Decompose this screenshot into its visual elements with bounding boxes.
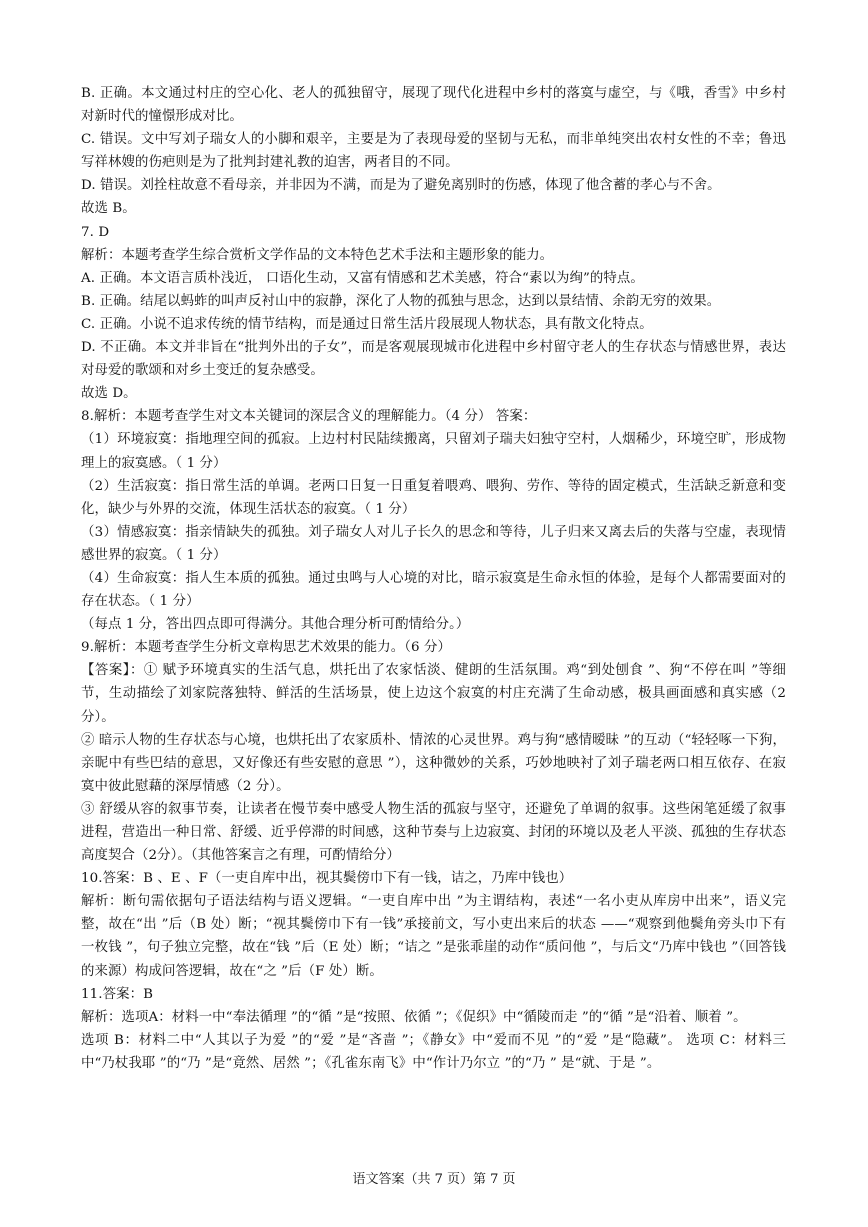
q11-analysis-option-a: 解析：选项A：材料一中“奉法循理 ”的“循 ”是“按照、依循 ”；《促织》中“循陵而走 ”的“循 ”是“沿着、顺着 ”。 <box>81 1009 747 1025</box>
q6-conclusion: 故选 B。 <box>81 201 136 217</box>
q7-option-c: C. 正确。小说不追求传统的情节结构，而是通过日常生活片段展现人物状态，具有散文化特点。 <box>81 316 653 332</box>
q7-option-b: B. 正确。结尾以蚂蚱的叫声反衬山中的寂静，深化了人物的孤独与思念，达到以景结情、余韵无穷的效果。 <box>81 293 721 309</box>
page-footer: 语文答案（共 7 页）第 7 页 <box>352 1172 516 1187</box>
q9-analysis-intro: 9.解析：本题考查学生分析文章构思艺术效果的能力。（6 分） <box>81 640 452 656</box>
option-c-analysis: C. 错误。文中写刘子瑞女人的小脚和艰辛，主要是为了表现母爱的坚韧与无私，而非单纯突出农村女性的不幸；鲁迅写祥林嫂的伤疤则是为了批判封建礼教的迫害，两者目的不同。 <box>81 132 786 171</box>
q7-conclusion: 故选 D。 <box>81 386 137 402</box>
option-d-analysis: D. 错误。刘拴柱故意不看母亲，并非因为不满，而是为了避免离别时的伤感，体现了他含蓄的孝心与不舍。 <box>81 178 721 194</box>
q8-point-4: （4）生命寂寞：指人生本质的孤独。通过虫鸣与人心境的对比，暗示寂寞是生命永恒的体验，是每个人都需要面对的存在状态。（ 1 分） <box>81 570 786 610</box>
q8-point-2: （2）生活寂寞：指日常生活的单调。老两口日复一日重复着喂鸡、喂狗、劳作、等待的固定模式，生活缺乏新意和变化，缺少与外界的交流，体现生活状态的寂寞。（ 1 分） <box>81 478 786 517</box>
q10-analysis: 解析：断句需依据句子语法结构与语义逻辑。“一吏自库中出 ”为主谓结构，表述“一名小吏从库房中出来”，语义完整，故在“出 ”后（B 处）断；“视其鬓傍巾下有一钱”承接前文，写小吏出来后的状态 ——“观察到他鬓角旁头巾下有一枚钱 ”，句子独立完整，故在“钱 ”后（E 处）断；“诘之 ”是张乖崖的动作“质问他 ”，与后文“乃库中钱也 ”（回答钱的来源）构成问答逻辑，故在“之 ”后（F 处）断。 <box>81 894 786 979</box>
q9-answer-point-2: ② 暗示人物的生存状态与心境，也烘托出了农家质朴、情浓的心灵世界。鸡与狗“感情暧昧 ”的互动（“轻轻啄一下狗，亲昵中有些巴结的意思，又好像还有些安慰的意思 ”），这种微妙的关系，巧妙地映衬了刘子瑞老两口相互依存、在寂寞中彼此慰藉的深厚情感（2 分）。 <box>81 732 786 794</box>
q7-option-a: A. 正确。本文语言质朴浅近， 口语化生动，又富有情感和艺术美感，符合“素以为绚”的特点。 <box>81 270 644 286</box>
q7-analysis-intro: 解析：本题考查学生综合赏析文学作品的文本特色艺术手法和主题形象的能力。 <box>81 247 554 263</box>
q10-answer: 10.答案：B 、E 、F（一吏自库中出，视其鬓傍巾下有一钱，诘之，乃库中钱也） <box>81 871 573 887</box>
q8-analysis-intro: 8.解析：本题考查学生对文本关键词的深层含义的理解能力。（4 分） 答案： <box>81 409 537 425</box>
q11-answer: 11.答案：B <box>81 986 154 1002</box>
q9-answer-point-3: ③ 舒缓从容的叙事节奏，让读者在慢节奏中感受人物生活的孤寂与坚守，还避免了单调的叙事。这些闲笔延缓了叙事进程，营造出一种日常、舒缓、近乎停滞的时间感，这种节奏与上边寂寞、封闭的环境以及老人平淡、孤独的生存状态高度契合（2分）。（其他答案言之有理，可酌情给分） <box>81 801 786 864</box>
option-b-analysis: B. 正确。本文通过村庄的空心化、老人的孤独留守，展现了现代化进程中乡村的落寞与虚空，与《哦，香雪》中乡村对新时代的憧憬形成对比。 <box>81 86 786 125</box>
q9-answer-point-1: 【答案】：① 赋予环境真实的生活气息，烘托出了农家恬淡、健朗的生活氛围。鸡“到处刨食 ”、狗“不停在叫 ”等细节，生动描绘了刘家院落独特、鲜活的生活场景，使上边这个寂寞的村庄充满了生命动感，极具画面感和真实感（2 分）。 <box>81 663 786 725</box>
q11-analysis-options-b-c: 选项 B：材料二中“人其以子为爱 ”的“爱 ”是“吝啬 ”；《静女》中“爱而不见 ”的“爱 ”是“隐藏”。 选项 C：材料三中“乃杖我耶 ”的“乃 ”是“竟然、居然 ”；《孔雀东南飞》中“作计乃尔立 ”的“乃 ” 是“就、于是 ”。 <box>81 1032 786 1071</box>
q8-scoring-note: （每点 1 分，答出四点即可得满分。其他合理分析可酌情给分。） <box>81 617 470 633</box>
q7-option-d: D. 不正确。本文并非旨在“批判外出的子女”，而是客观展现城市化进程中乡村留守老人的生存状态与情感世界，表达对母爱的歌颂和对乡土变迁的复杂感受。 <box>81 340 786 379</box>
q7-answer: 7. D <box>81 224 110 240</box>
q8-point-1: （1）环境寂寞：指地理空间的孤寂。上边村村民陆续搬离，只留刘子瑞夫妇独守空村，人烟稀少，环境空旷，形成物理上的寂寞感。（ 1 分） <box>81 432 786 471</box>
answer-document-body <box>81 82 786 1075</box>
q8-point-3: （3）情感寂寞：指亲情缺失的孤独。刘子瑞女人对儿子长久的思念和等待，儿子归来又离去后的失落与空虚，表现情感世界的寂寞。（ 1 分） <box>81 524 786 563</box>
